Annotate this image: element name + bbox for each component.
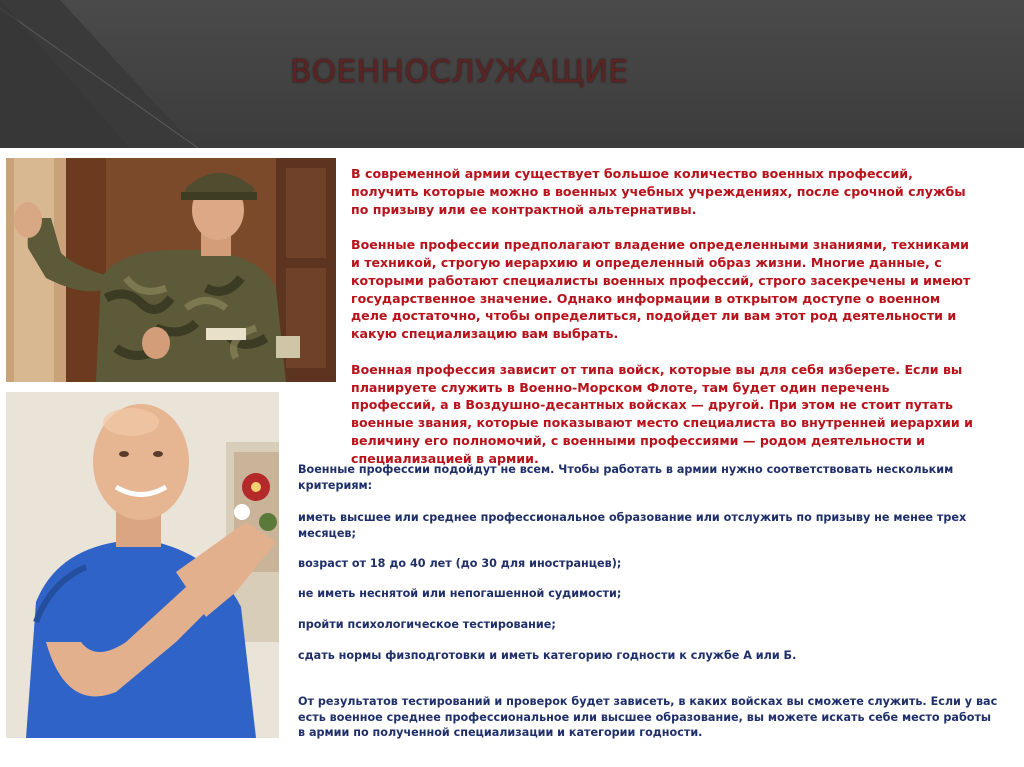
soldier-photo bbox=[6, 158, 336, 382]
criteria-record: не иметь неснятой или непогашенной судимости; bbox=[298, 587, 622, 600]
slide-title: ВОЕННОСЛУЖАЩИЕ bbox=[290, 54, 629, 90]
slide-header bbox=[0, 0, 1024, 148]
red-paragraph-2: Военные профессии предполагают владение определенными знаниями, техниками и техникой, строгую иерархию и определенный образ жизни. Многие данные, с которыми работают специалисты военных профессий, строго засекречены и имеют государственное значение. Однако информации в открытом доступе о военном деле достаточно, чтобы определиться, подойдет ли вам этот род деятельности и какую специализацию вам выбрать. bbox=[351, 237, 971, 342]
red-paragraph-1: В современной армии существует большое количество военных профессий, получить которые можно в военных учебных учреждениях, после срочной службы по призыву или ее контрактной альтернативы. bbox=[351, 166, 966, 217]
criteria-fitness: сдать нормы физподготовки и иметь категорию годности к службе А или Б. bbox=[298, 649, 797, 662]
criteria-psych-test: пройти психологическое тестирование; bbox=[298, 618, 556, 631]
criteria-education: иметь высшее или среднее профессиональное образование или отслужить по призыву не менее трех месяцев; bbox=[298, 511, 967, 540]
blue-paragraph-intro: Военные профессии подойдут не всем. Чтобы работать в армии нужно соответствовать нескольким критериям: bbox=[298, 463, 954, 492]
red-paragraph-3: Военная профессия зависит от типа войск, которые вы для себя изберете. Если вы планируете служить в Военно-Морском Флоте, там будет один перечень профессий, а в Воздушно-десантных войсках — другой. При этом не стоит путать военные звания, которые показывают место специалиста во внутренней иерархии и величину его полномочий, с военными профессиями — родом деятельности и специализацией в армии. bbox=[351, 361, 973, 466]
blue-paragraph-conclusion: От результатов тестирований и проверок будет зависеть, в каких войсках вы сможете служить. Если у вас есть военное среднее профессиональное или высшее образование, вы можете искать себе место работы в армии по полученной специализации и категории годности. bbox=[298, 695, 998, 740]
criteria-age: возраст от 18 до 40 лет (до 30 для иностранцев); bbox=[298, 557, 622, 570]
man-blue-shirt-photo bbox=[6, 392, 279, 738]
red-text-block bbox=[351, 165, 976, 485]
